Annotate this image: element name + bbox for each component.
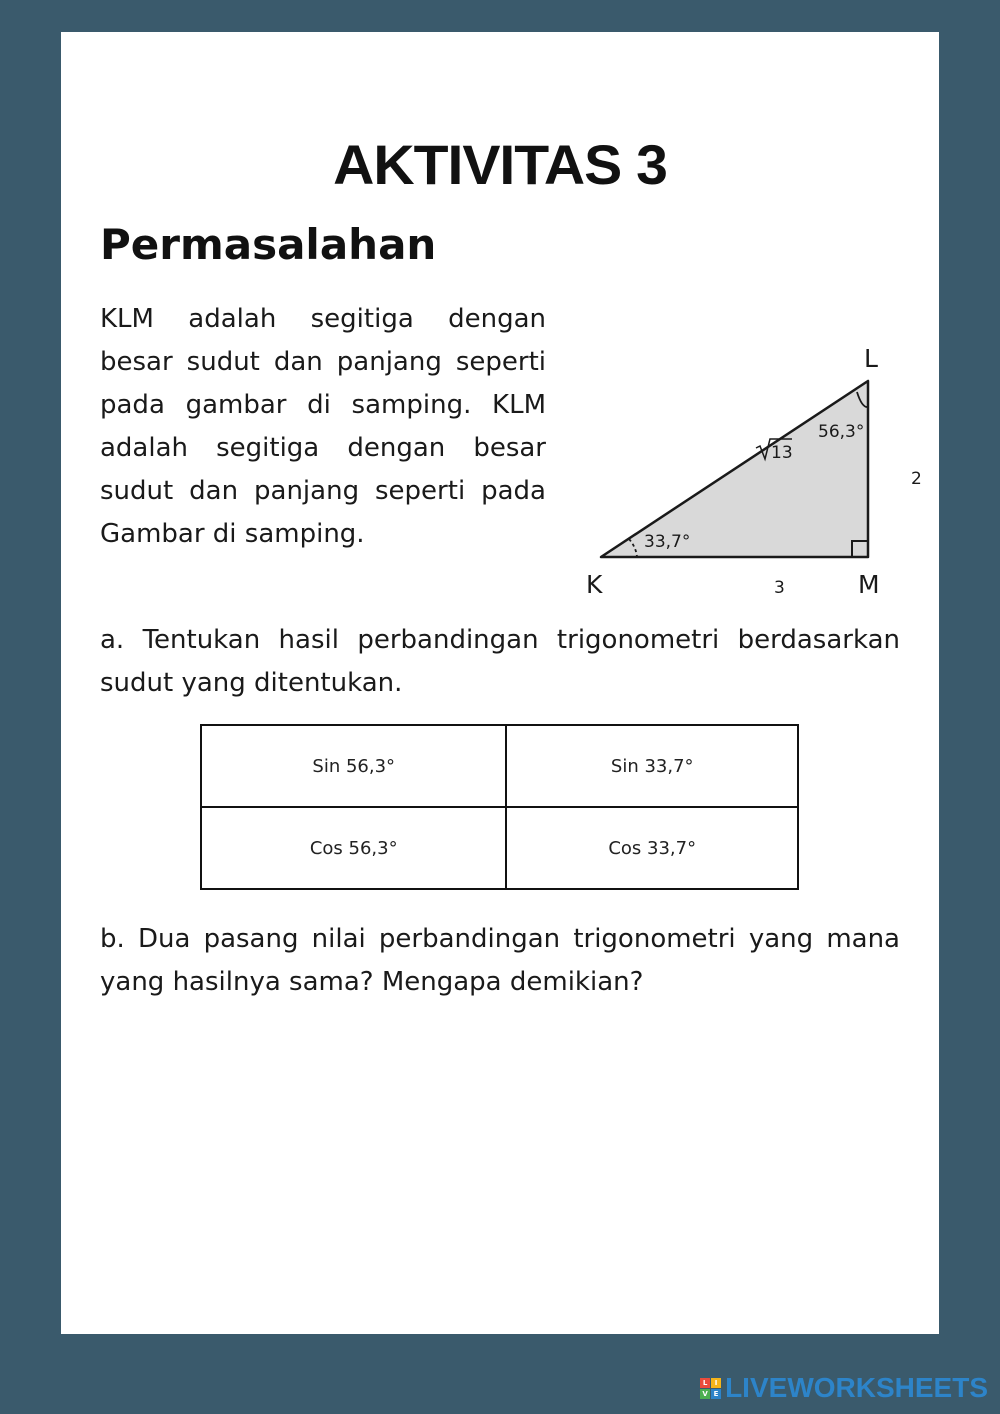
page-title: AKTIVITAS 3 [333,133,667,196]
angle-label-l: 56,3° [818,422,865,442]
table-row [201,725,798,807]
trig-table [200,724,799,890]
logo-letter: E [711,1389,721,1399]
worksheet-page [61,32,939,1334]
logo-letter: V [700,1389,710,1399]
radicand-text: 13 [771,443,793,463]
table-cell[interactable]: Sin 33,7° [506,725,798,807]
vertex-label-l: L [864,344,878,373]
side-label-km: 3 [774,578,785,598]
question-b: b. Dua pasang nilai perbandingan trigonometri yang mana yang hasilnya sama? Mengapa demikian? [100,924,900,997]
liveworksheets-branding [700,1372,988,1404]
table-cell[interactable]: Cos 56,3° [201,807,506,889]
liveworksheets-logo-icon [700,1378,721,1399]
vertex-label-m: M [858,570,880,599]
brand-name: LIVEWORKSHEETS [725,1372,988,1403]
angle-label-k: 33,7° [644,532,691,552]
vertex-label-k: K [586,570,603,599]
triangle-klm-figure [581,310,931,610]
table-cell[interactable]: Sin 56,3° [201,725,506,807]
problem-description: KLM adalah segitiga dengan besar sudut dan panjang seperti pada gambar di samping. KLM adalah segitiga dengan besar sudut dan panjang seperti pada Gambar di samping. [100,304,546,549]
triangle-shape [601,381,868,557]
logo-letter: I [711,1378,721,1388]
question-a: a. Tentukan hasil perbandingan trigonometri berdasarkan sudut yang ditentukan. [100,625,900,698]
table-row [201,807,798,889]
side-label-lm: 2 [911,469,922,489]
section-heading: Permasalahan [100,220,437,269]
logo-letter: L [700,1378,710,1388]
table-cell[interactable]: Cos 33,7° [506,807,798,889]
